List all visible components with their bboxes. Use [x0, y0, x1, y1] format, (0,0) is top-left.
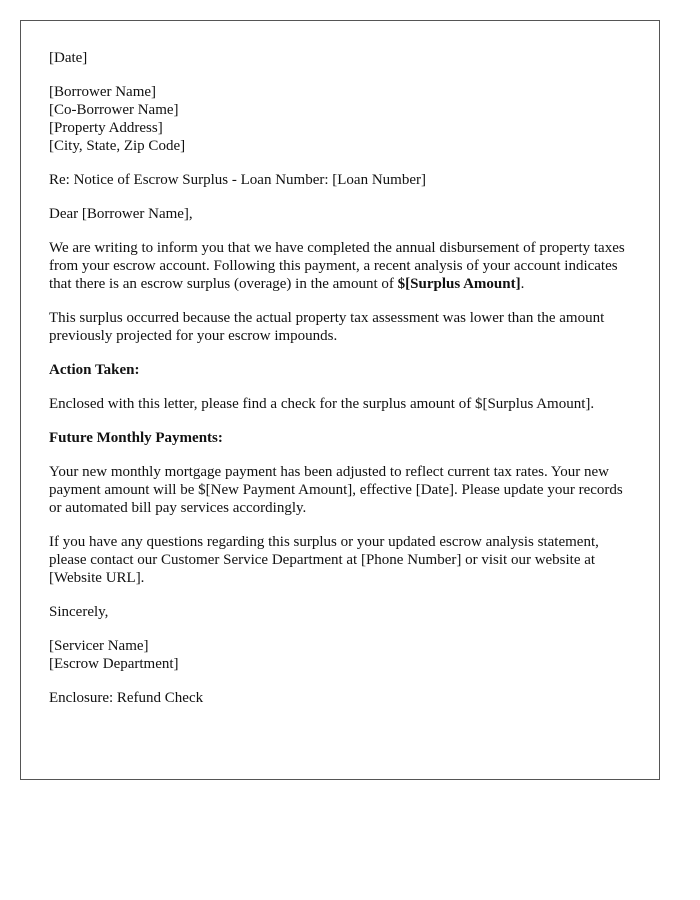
questions-paragraph: If you have any questions regarding this surplus or your updated escrow analysis statement, please contact our Customer Service Department at [Phone Number] or visit our website at [Website URL]. — [49, 534, 599, 586]
letter-date: [Date] — [49, 50, 88, 66]
signature-block — [49, 637, 631, 673]
intro-paragraph-text: We are writing to inform you that we have completed the annual disbursement of property taxes from your escrow account. Following this payment, a recent analysis of your account indicates that there is an escrow surplus (overage) in the amount of — [49, 240, 625, 292]
salutation: Dear [Borrower Name], — [49, 206, 193, 222]
action-paragraph: Enclosed with this letter, please find a check for the surplus amount of $[Surplus Amount]. — [49, 396, 595, 412]
subject-line: Re: Notice of Escrow Surplus - Loan Number: [Loan Number] — [49, 172, 426, 188]
reason-paragraph: This surplus occurred because the actual property tax assessment was lower than the amount previously projected for your escrow impounds. — [49, 310, 605, 344]
future-payments-heading: Future Monthly Payments: — [49, 430, 223, 446]
property-address: [Property Address] — [49, 120, 163, 136]
closing: Sincerely, — [49, 604, 109, 620]
recipient-address-block — [49, 83, 631, 155]
servicer-name: [Servicer Name] — [49, 638, 149, 654]
city-state-zip: [City, State, Zip Code] — [49, 138, 186, 154]
escrow-department: [Escrow Department] — [49, 656, 179, 672]
enclosure-note: Enclosure: Refund Check — [49, 690, 204, 706]
co-borrower-name: [Co-Borrower Name] — [49, 102, 179, 118]
borrower-name: [Borrower Name] — [49, 84, 157, 100]
surplus-amount: $[Surplus Amount] — [397, 276, 521, 292]
intro-paragraph — [49, 239, 631, 293]
intro-paragraph-end: . — [520, 276, 525, 292]
future-payments-paragraph: Your new monthly mortgage payment has been adjusted to reflect current tax rates. Your new payment amount will be $[New Payment Amount], effective [Date]. Please update your records or automated bill pay services accordingly. — [49, 464, 623, 516]
letter-page — [20, 20, 660, 780]
action-heading: Action Taken: — [49, 362, 140, 378]
